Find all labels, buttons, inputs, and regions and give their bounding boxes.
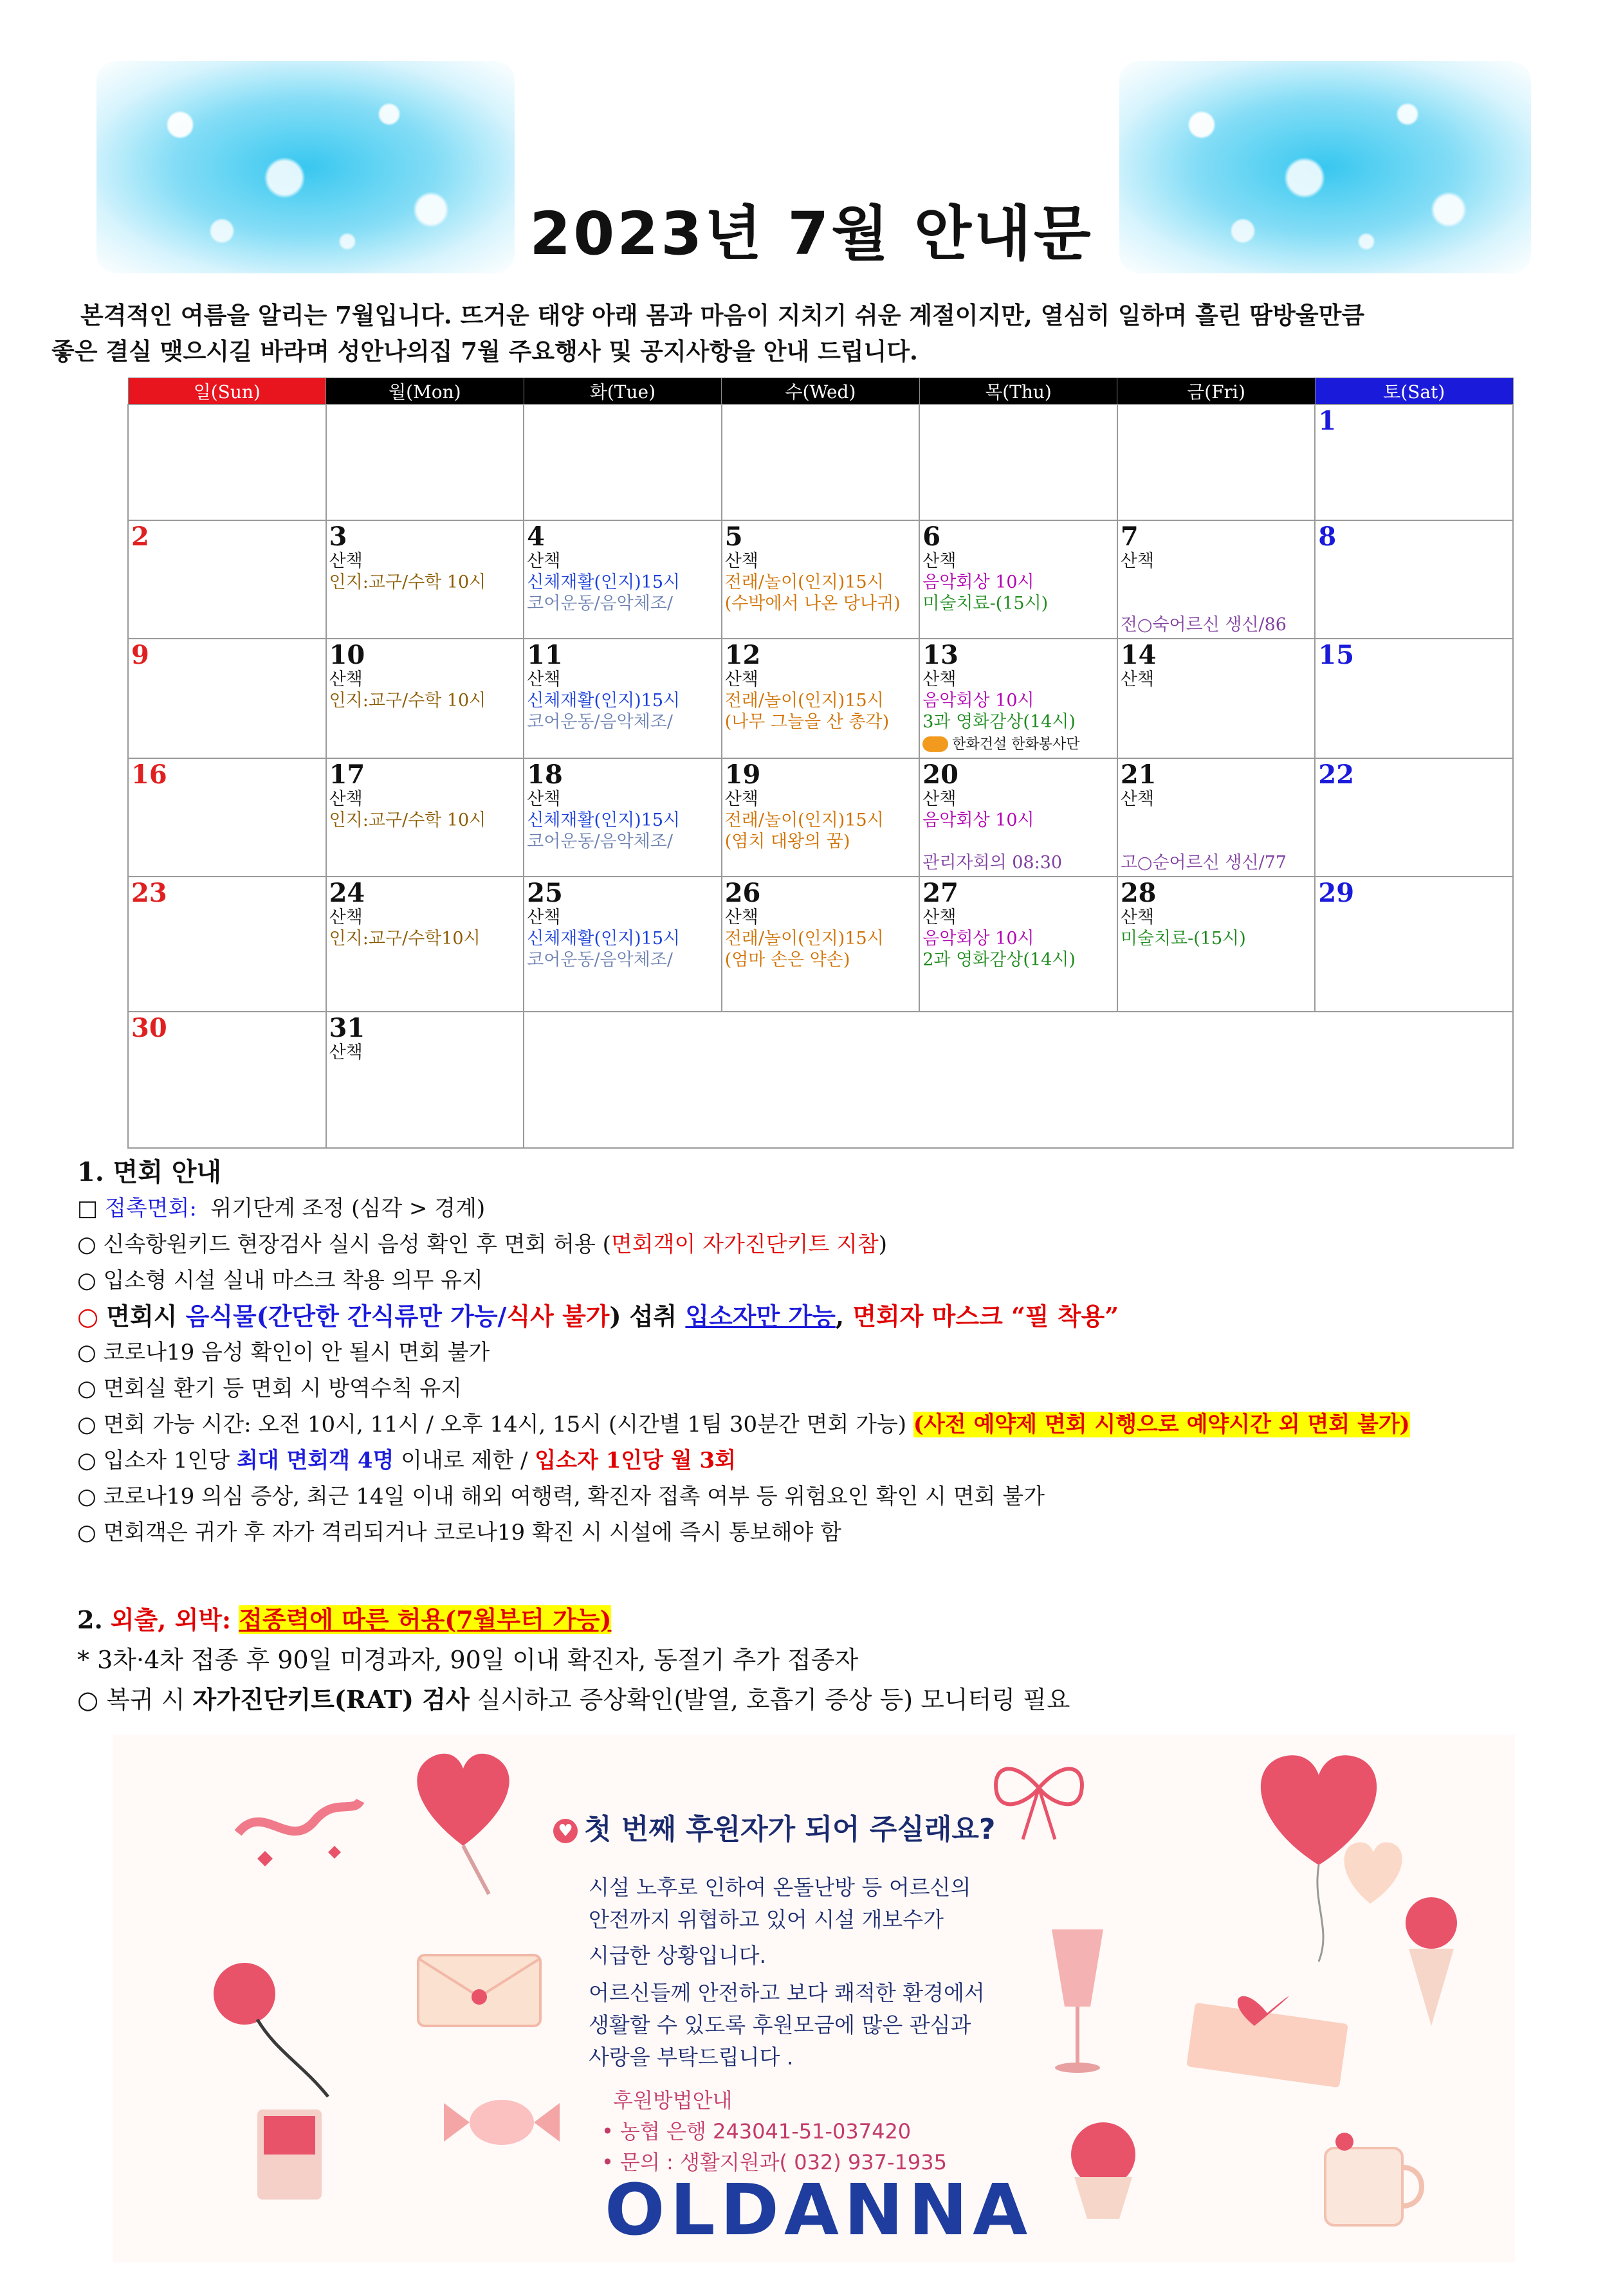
heart-balloons-illustration — [1222, 1736, 1415, 1968]
calendar-day-cell — [524, 520, 722, 639]
item3-b: 음식물(간단한 간식류만 가능/ — [185, 1302, 507, 1331]
item5-text: 면회실 환기 등 면회 시 방역수칙 유지 — [103, 1376, 462, 1401]
day-number: 11 — [527, 640, 563, 670]
item2-text: 입소형 시설 실내 마스크 착용 의무 유지 — [103, 1268, 483, 1293]
day-event: 산책 — [724, 789, 758, 809]
contact-label: 접촉면회: — [104, 1196, 197, 1221]
item8-text: 코로나19 의심 증상, 최근 14일 이내 해외 여행력, 확진자 접촉 여부 등 위험요인 확인 시 면회 불가 — [103, 1484, 1045, 1509]
day-event: 코어운동/음악체조/ — [527, 594, 673, 614]
day-number: 31 — [329, 1013, 365, 1043]
donation-title — [553, 1806, 995, 1847]
day-event — [1121, 831, 1312, 852]
ribbon-hearts-illustration — [232, 1775, 367, 1872]
gift-box-icon — [1177, 1974, 1357, 2103]
day-number: 4 — [527, 522, 545, 552]
outing-item-a: ○ 복귀 시 — [77, 1686, 193, 1714]
day-event: (염치 대왕의 꿈) — [724, 832, 850, 852]
calendar-day-cell — [722, 758, 920, 877]
day-number: 22 — [1318, 760, 1355, 790]
day-number: 17 — [329, 760, 365, 790]
day-number: 19 — [724, 760, 761, 790]
day-number: 24 — [329, 878, 365, 908]
day-event: 2과 영화감상(14시) — [922, 950, 1076, 970]
item3-d: ) 섭취 — [609, 1302, 686, 1331]
header-tue: 화(Tue) — [524, 378, 722, 405]
day-number: 13 — [922, 640, 958, 670]
day-event: 산책 — [1120, 907, 1154, 927]
day-event — [1121, 593, 1312, 614]
calendar-week-row — [128, 758, 1513, 877]
calendar-day-cell — [326, 877, 524, 1012]
item1-end: ) — [878, 1232, 887, 1257]
outing-item-b: 자가진단키트(RAT) 검사 — [192, 1685, 470, 1714]
visit-item-7: ○ 입소자 1인당 최대 면회객 4명 이내로 제한 / 입소자 1인당 월 3회 — [77, 1448, 736, 1473]
calendar-day-cell — [1117, 520, 1316, 639]
calendar-day-cell — [128, 1012, 326, 1148]
day-event: 신체재활(인지)15시 — [527, 810, 681, 830]
day-event: 전래/놀이(인지)15시 — [724, 572, 884, 592]
day-event: (엄마 손은 약손) — [724, 950, 850, 970]
donation-contact: • 문의 : 생활지원과( 032) 937-1935 — [601, 2150, 948, 2174]
calendar-week-row — [128, 639, 1513, 758]
calendar-day-cell — [1117, 877, 1316, 1012]
day-number: 25 — [527, 878, 563, 908]
day-event: 산책 — [527, 551, 561, 571]
day-event: 코어운동/음악체조/ — [527, 832, 673, 852]
day-event: 산책 — [922, 907, 957, 927]
calendar-day-cell — [1315, 758, 1513, 877]
calendar-day-cell — [722, 520, 920, 639]
visit-item-8: ○ 코로나19 의심 증상, 최근 14일 이내 해외 여행력, 확진자 접촉 여부 등 위험요인 확인 시 면회 불가 — [77, 1484, 1045, 1509]
visit-contact-row: □ 접촉면회: 위기단계 조정 (심각 > 경계) — [77, 1196, 486, 1221]
day-event: 신체재활(인지)15시 — [527, 572, 681, 592]
day-event: 신체재활(인지)15시 — [527, 929, 681, 949]
day-number: 1 — [1318, 406, 1337, 436]
donation-body-line: 사랑을 부탁드립니다 . — [589, 2045, 794, 2070]
outing-item — [77, 1680, 1557, 1720]
day-event: 산책 — [527, 670, 561, 689]
day-event: 산책 — [329, 670, 363, 689]
day-event: 코어운동/음악체조/ — [527, 712, 673, 732]
item3-e: 입소자만 가능 — [685, 1302, 836, 1331]
visit-item-2: ○ 입소형 시설 실내 마스크 착용 의무 유지 — [77, 1268, 483, 1293]
day-event: 산책 — [527, 907, 561, 927]
calendar-day-cell — [722, 405, 920, 520]
visit-item-4: ○ 코로나19 음성 확인이 안 될시 면회 불가 — [77, 1340, 490, 1365]
calendar-day-cell — [326, 405, 524, 520]
visit-item-5: ○ 면회실 환기 등 면회 시 방역수칙 유지 — [77, 1376, 462, 1401]
calendar-day-cell — [128, 520, 326, 639]
calendar-table — [127, 378, 1514, 1149]
header-fri: 금(Fri) — [1117, 378, 1316, 405]
visit-item-9: ○ 면회객은 귀가 후 자가 격리되거나 코로나19 확진 시 시설에 즉시 통보해야 함 — [77, 1520, 841, 1545]
item7-c: 이내로 제한 / — [394, 1448, 535, 1473]
calendar-day-cell — [128, 639, 326, 758]
day-number: 30 — [131, 1013, 167, 1043]
day-event: 인지:교구/수학10시 — [329, 929, 481, 949]
day-event: 3과 영화감상(14시) — [922, 712, 1076, 732]
day-event: 인지:교구/수학 10시 — [329, 691, 486, 711]
item3-g: 면회자 마스크 “필 착용” — [852, 1302, 1119, 1331]
rose-icon — [206, 1955, 335, 2103]
day-number: 28 — [1120, 878, 1157, 908]
calendar-day-cell — [1315, 639, 1513, 758]
day-number: 5 — [724, 522, 743, 552]
day-number: 27 — [922, 878, 958, 908]
calendar-day-cell — [1117, 639, 1316, 758]
day-number: 10 — [329, 640, 365, 670]
calendar-day-cell — [524, 405, 722, 520]
calendar-day-cell — [722, 639, 920, 758]
day-event: 산책 — [329, 907, 363, 927]
calendar-day-cell — [128, 877, 326, 1012]
donation-body-line: 시설 노후로 인하여 온돌난방 등 어르신의 — [589, 1875, 971, 1900]
calendar-day-cell — [524, 877, 722, 1012]
donation-body-line: 어르신들께 안전하고 보다 쾌적한 환경에서 — [589, 1980, 985, 2005]
day-event: 인지:교구/수학 10시 — [329, 810, 486, 830]
header-mon: 월(Mon) — [326, 378, 524, 405]
intro-line-2: 좋은 결실 맺으시길 바라며 성안나의집 7월 주요행사 및 공지사항을 안내 드립니다. — [51, 337, 918, 365]
day-number: 23 — [131, 878, 167, 908]
day-event: 산책 — [329, 1043, 363, 1062]
donation-info — [601, 2085, 947, 2178]
calendar-day-cell — [722, 877, 920, 1012]
calendar-day-cell — [326, 758, 524, 877]
calendar-body — [128, 405, 1513, 1148]
day-event: 음악회상 10시 — [922, 810, 1034, 830]
donation-title-text: 첫 번째 후원자가 되어 주실래요? — [584, 1813, 996, 1846]
day-number: 20 — [922, 760, 958, 790]
bow-icon — [984, 1749, 1094, 1846]
item4-text: 코로나19 음성 확인이 안 될시 면회 불가 — [103, 1340, 490, 1365]
intro-line-1: 본격적인 여름을 알리는 7월입니다. 뜨거운 태양 아래 몸과 마음이 지치기 쉬운 계절이지만, 열심히 일하며 흘린 땀방울만큼 — [80, 301, 1365, 329]
day-number: 9 — [131, 640, 149, 670]
item3-c: 식사 불가 — [506, 1302, 610, 1331]
day-number: 21 — [1120, 760, 1157, 790]
heart-icon: ♥ — [553, 1819, 578, 1843]
calendar-week-row — [128, 877, 1513, 1012]
envelope-icon — [405, 1929, 553, 2039]
header-sat: 토(Sat) — [1315, 378, 1513, 405]
day-number: 29 — [1318, 878, 1355, 908]
section-visit-heading: 1. 면회 안내 — [77, 1157, 222, 1187]
day-event: 전래/놀이(인지)15시 — [724, 810, 884, 830]
calendar-day-cell — [919, 639, 1117, 758]
section-visit — [77, 1154, 1557, 1551]
header-wed: 수(Wed) — [722, 378, 920, 405]
day-event: 코어운동/음악체조/ — [527, 950, 673, 970]
day-number: 7 — [1120, 522, 1139, 552]
item6-highlight: (사전 예약제 면회 시행으로 예약시간 외 면회 불가) — [913, 1412, 1410, 1437]
donation-body — [589, 1872, 985, 2073]
calendar-day-cell — [1315, 877, 1513, 1012]
calendar-day-cell — [1315, 520, 1513, 639]
day-event: 산책 — [922, 551, 957, 571]
day-event: 미술치료-(15시) — [922, 594, 1049, 614]
day-event: 전래/놀이(인지)15시 — [724, 691, 884, 711]
calendar-day-cell — [128, 758, 326, 877]
outing-highlight: 접종력에 따른 허용(7월부터 가능) — [239, 1605, 612, 1634]
day-number: 12 — [724, 640, 761, 670]
day-event: 음악회상 10시 — [922, 929, 1034, 949]
donation-body-line: 안전까지 위협하고 있어 시설 개보수가 — [589, 1907, 944, 1932]
day-event: 음악회상 10시 — [922, 691, 1034, 711]
day-event: 전래/놀이(인지)15시 — [724, 929, 884, 949]
day-number: 3 — [329, 522, 347, 552]
day-number: 6 — [922, 522, 941, 552]
item3-f: , — [835, 1302, 853, 1331]
day-event: 산책 — [329, 789, 363, 809]
calendar-week-row — [128, 520, 1513, 639]
day-event: (나무 그늘을 산 총각) — [724, 712, 890, 732]
visit-item-3: ○ 면회시 음식물(간단한 간식류만 가능/식사 불가) 섭취 입소자만 가능, 면회자 마스크 “필 착용” — [77, 1302, 1119, 1331]
item7-b: 최대 면회객 4명 — [236, 1448, 394, 1473]
item7-a: 입소자 1인당 — [103, 1448, 237, 1473]
item1-text: 신속항원키드 현장검사 실시 음성 확인 후 면회 허용 ( — [103, 1232, 611, 1257]
donation-body-line: 생활할 수 있도록 후원모금에 많은 관심과 — [589, 2012, 971, 2037]
day-event — [922, 831, 1114, 852]
calendar-day-cell — [919, 758, 1117, 877]
page-title: 2023년 7월 안내문 — [529, 199, 1094, 268]
calendar-day-cell — [326, 1012, 524, 1148]
donation-bank: • 농협 은행 243041-51-037420 — [601, 2119, 912, 2144]
calendar-week-row — [128, 405, 1513, 520]
day-event: 산책 — [724, 907, 758, 927]
day-event: 산책 — [1120, 789, 1154, 809]
donation-method-title: 후원방법안내 — [613, 2088, 733, 2113]
header-thu: 목(Thu) — [919, 378, 1117, 405]
outing-label: 외출, 외박: — [110, 1605, 232, 1634]
day-number: 2 — [131, 522, 149, 552]
outing-note: * 3차·4차 접종 후 90일 미경과자, 90일 이내 확진자, 동절기 추가 접종자 — [77, 1646, 859, 1674]
outing-item-c: 실시하고 증상확인(발열, 호흡기 증상 등) 모니터링 필요 — [469, 1686, 1070, 1714]
contact-text: 위기단계 조정 (심각 > 경계) — [210, 1196, 486, 1221]
heart-lollipop-illustration — [399, 1730, 527, 1897]
calendar-day-cell — [919, 877, 1117, 1012]
day-event: (수박에서 나온 당나귀) — [724, 594, 901, 614]
calendar-day-cell — [326, 639, 524, 758]
day-event: 산책 — [1120, 670, 1154, 689]
day-event: 음악회상 10시 — [922, 572, 1034, 592]
item1-red: 면회객이 자가진단키트 지참 — [610, 1232, 879, 1257]
day-event — [1121, 572, 1312, 593]
chocolate-bar-icon — [244, 2097, 335, 2206]
calendar-week-row — [128, 1012, 1513, 1148]
calendar-day-cell — [128, 405, 326, 520]
calendar-day-cell — [326, 520, 524, 639]
donation-body-line: 시급한 상황입니다. — [589, 1943, 767, 1968]
calendar-empty-cell — [524, 1012, 1513, 1148]
candy-icon — [437, 2084, 566, 2161]
calendar-day-cell — [1315, 405, 1513, 520]
calendar-day-cell — [1117, 758, 1316, 877]
day-number: 14 — [1120, 640, 1157, 670]
calendar-header-row — [128, 378, 1513, 405]
day-event: 인지:교구/수학 10시 — [329, 572, 486, 592]
day-number: 16 — [131, 760, 167, 790]
section-outing — [77, 1600, 1557, 1720]
day-event: 산책 — [724, 670, 758, 689]
hanwha-logo-icon — [922, 736, 948, 752]
calendar-day-cell — [524, 758, 722, 877]
day-number: 15 — [1318, 640, 1355, 670]
day-event: 산책 — [1120, 551, 1154, 571]
day-event: 산책 — [922, 670, 957, 689]
cupcake-icon — [1055, 2116, 1151, 2225]
day-event: 산책 — [527, 789, 561, 809]
day-event: 산책 — [329, 551, 363, 571]
day-number: 26 — [724, 878, 761, 908]
coffee-mug-icon — [1306, 2122, 1435, 2232]
item7-d: 입소자 1인당 월 3회 — [535, 1448, 736, 1473]
day-number: 8 — [1318, 522, 1337, 552]
day-event: 전○숙어르신 생신/86 — [1120, 615, 1287, 635]
visit-item-1: ○ 신속항원키드 현장검사 실시 음성 확인 후 면회 허용 (면회객이 자가진단키트 지참) — [77, 1232, 887, 1257]
ice-cream-icon — [1396, 1891, 1467, 2032]
day-event: 고○순어르신 생신/77 — [1120, 853, 1287, 873]
day-number: 18 — [527, 760, 563, 790]
calendar-day-cell — [919, 520, 1117, 639]
cocktail-glass-icon — [1042, 1917, 1113, 2084]
day-event: 산책 — [922, 789, 957, 809]
header-sun: 일(Sun) — [128, 378, 326, 405]
item3-a: 면회시 — [106, 1302, 186, 1331]
day-event: 산책 — [724, 551, 758, 571]
day-event: 한화건설 한화봉사단 — [922, 733, 1114, 755]
day-event: 미술치료-(15시) — [1120, 929, 1246, 949]
day-event: 관리자회의 08:30 — [922, 853, 1063, 873]
outing-heading — [77, 1600, 1557, 1640]
oldanna-logo: OLDANNA — [605, 2169, 1033, 2251]
calendar-day-cell — [1117, 405, 1316, 520]
calendar-day-cell — [524, 639, 722, 758]
item6-text: 면회 가능 시간: 오전 10시, 11시 / 오후 14시, 15시 (시간별 1팀 30분간 면회 가능) — [103, 1412, 913, 1437]
calendar-day-cell — [919, 405, 1117, 520]
visit-item-6: ○ 면회 가능 시간: 오전 10시, 11시 / 오후 14시, 15시 (시간별 1팀 30분간 면회 가능) (사전 예약제 면회 시행으로 예약시간 외 면회 불가) — [77, 1412, 1410, 1437]
day-event — [1121, 810, 1312, 831]
item9-text: 면회객은 귀가 후 자가 격리되거나 코로나19 확진 시 시설에 즉시 통보해야 함 — [103, 1520, 841, 1545]
outing-num: 2. — [77, 1605, 103, 1634]
day-event: 신체재활(인지)15시 — [527, 691, 681, 711]
